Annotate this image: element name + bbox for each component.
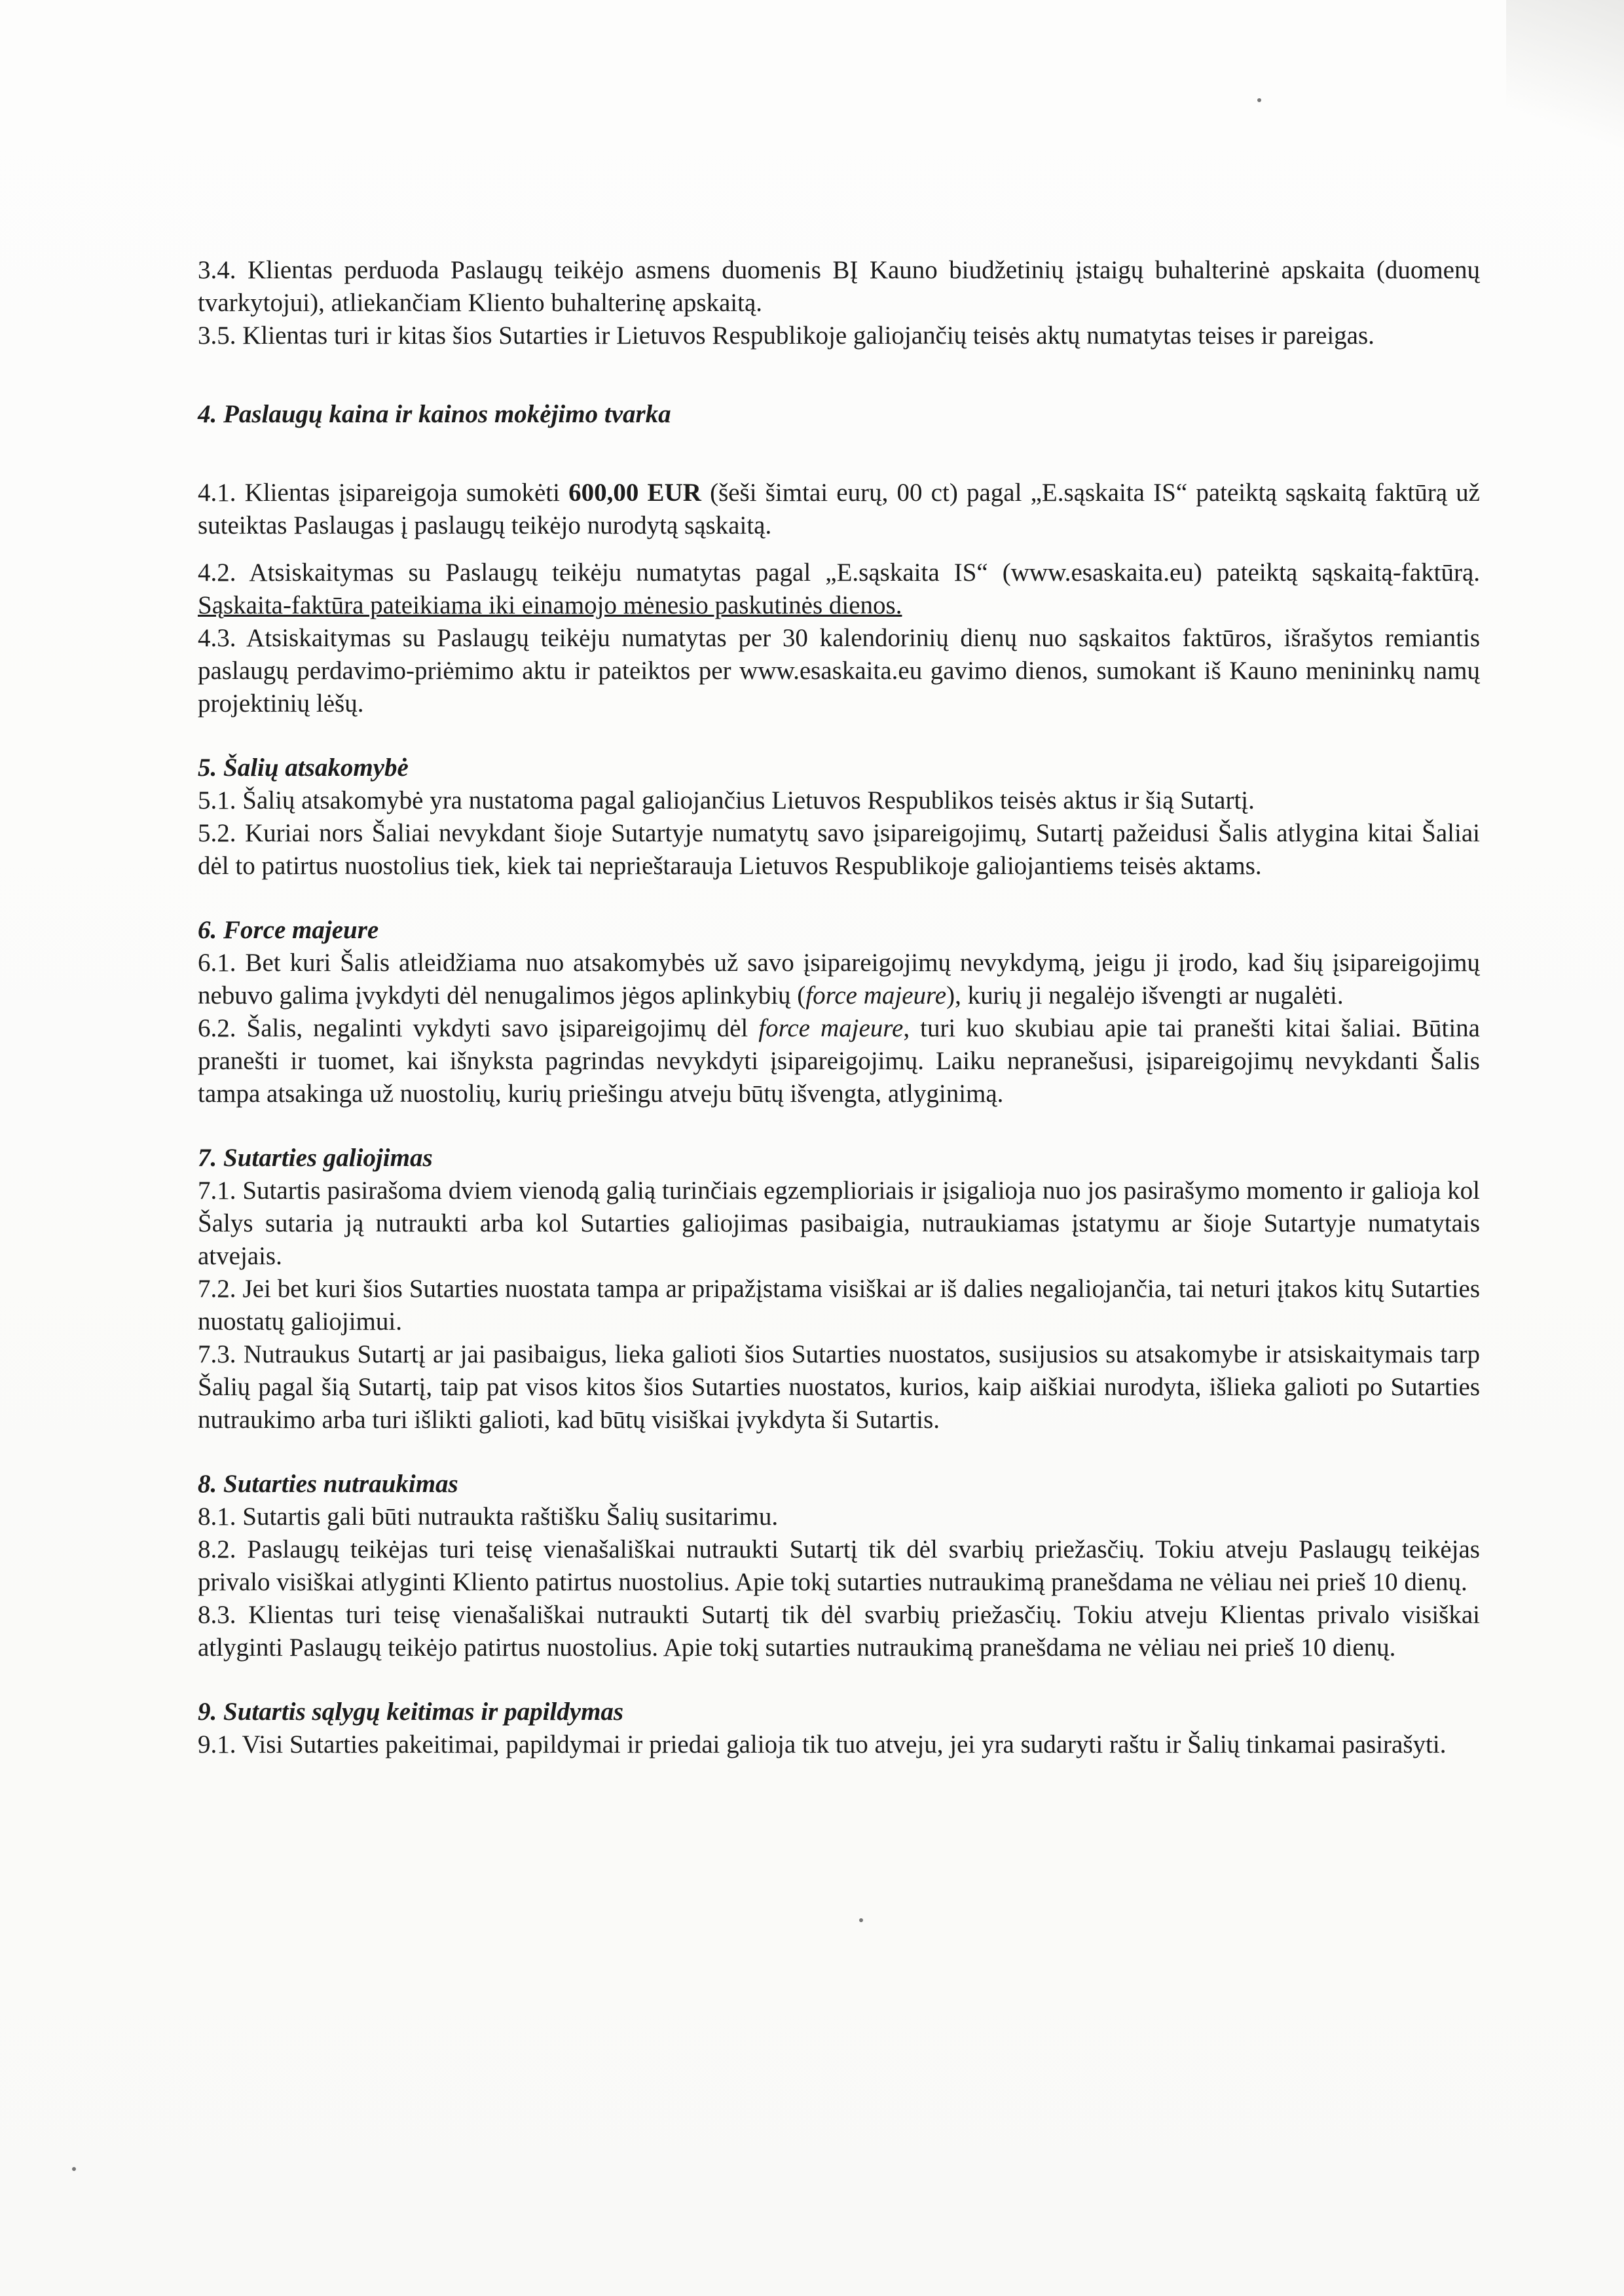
section-heading-6: 6. Force majeure — [198, 916, 379, 944]
clause-7-2: 7.2. Jei bet kuri šios Sutarties nuostata tampa ar pripažįstama visiškai ar iš dalies negaliojančia, tai neturi įtakos kitų Sutarties nuostatų galiojimui. — [198, 1275, 1480, 1336]
section-heading-9: 9. Sutartis sąlygų keitimas ir papildymas — [198, 1698, 624, 1726]
clause-8-1: 8.1. Sutartis gali būti nutraukta raštišku Šalių susitarimu. — [198, 1503, 779, 1531]
clause-4-2: 4.2. Atsiskaitymas su Paslaugų teikėju numatytas pagal „E.sąskaita IS“ (www.esaskaita.eu) pateiktą sąskaitą-faktūrą. Sąskaita-faktūra pateikiama iki einamojo mėnesio paskutinės dienos. — [198, 558, 1480, 619]
clause-6-2: 6.2. Šalis, negalinti vykdyti savo įsipareigojimų dėl force majeure, turi kuo skubiau apie tai pranešti kitai šaliai. Būtina pranešti ir tuomet, kai išnyksta pagrindas nevykdyti įsipareigojimų. Laiku nepranešusi, įsipareigojimų nevykdanti Šalis tampa atsakinga už nuostolių, kurių priešingu atveju būtų išvengta, atlyginimą. — [198, 1014, 1480, 1108]
section-heading-5: 5. Šalių atsakomybė — [198, 754, 409, 782]
scan-speck — [1257, 98, 1261, 102]
clause-9-1: 9.1. Visi Sutarties pakeitimai, papildymai ir priedai galioja tik tuo atveju, jei yra sudaryti raštu ir Šalių tinkamai pasirašyti. — [198, 1730, 1447, 1758]
section-heading-4: 4. Paslaugų kaina ir kainos mokėjimo tvarka — [198, 400, 671, 428]
clause-5-1: 5.1. Šalių atsakomybė yra nustatoma pagal galiojančius Lietuvos Respublikos teisės aktus ir šią Sutartį. — [198, 786, 1255, 814]
scan-speck — [859, 1918, 863, 1922]
section-heading-7: 7. Sutarties galiojimas — [198, 1144, 433, 1172]
invoice-deadline-note: Sąskaita-faktūra pateikiama iki einamojo mėnesio paskutinės dienos. — [198, 591, 902, 619]
clause-4-3: 4.3. Atsiskaitymas su Paslaugų teikėju numatytas per 30 kalendorinių dienų nuo sąskaitos faktūros, išrašytos remiantis paslaugų perdavimo-priėmimo aktu ir pateiktos per www.esaskaita.eu gavimo dienos, sumokant iš Kauno menininkų namų projektinių lėšų. — [198, 624, 1480, 718]
clause-6-1: 6.1. Bet kuri Šalis atleidžiama nuo atsakomybės už savo įsipareigojimų nevykdymą, jeigu ji įrodo, kad šių įsipareigojimų nebuvo galima įvykdyti dėl nenugalimos jėgos aplinkybių (force majeure), kurių ji negalėjo išvengti ar nugalėti. — [198, 949, 1480, 1010]
section-heading-8: 8. Sutarties nutraukimas — [198, 1470, 458, 1498]
clause-3-4: 3.4. Klientas perduoda Paslaugų teikėjo asmens duomenis BĮ Kauno biudžetinių įstaigų buhalterinė apskaita (duomenų tvarkytojui), atliekančiam Kliento buhalterinę apskaitą. — [198, 256, 1480, 317]
clause-4-1: 4.1. Klientas įsipareigoja sumokėti 600,00 EUR (šeši šimtai eurų, 00 ct) pagal „E.sąskaita IS“ pateiktą sąskaitą faktūrą už suteiktas Paslaugas į paslaugų teikėjo nurodytą sąskaitą. — [198, 479, 1480, 539]
price-amount: 600,00 EUR — [568, 479, 701, 507]
clause-7-1: 7.1. Sutartis pasirašoma dviem vienodą galią turinčiais egzemplioriais ir įsigalioja nuo jos pasirašymo momento ir galioja kol Šalys sutaria ją nutraukti arba kol Sutarties galiojimas pasibaigia, nutraukiamas įstatymu ar šioje Sutartyje numatytais atvejais. — [198, 1176, 1480, 1270]
scan-speck — [72, 2167, 76, 2171]
clause-8-2: 8.2. Paslaugų teikėjas turi teisę vienašališkai nutraukti Sutartį tik dėl svarbių priežasčių. Tokiu atveju Paslaugų teikėjas privalo visiškai atlyginti Kliento patirtus nuostolius. Apie tokį sutarties nutraukimą pranešdama ne vėliau nei prieš 10 dienų. — [198, 1535, 1480, 1596]
scan-corner-shadow — [1506, 0, 1624, 170]
clause-5-2: 5.2. Kuriai nors Šaliai nevykdant šioje Sutartyje numatytų savo įsipareigojimų, Sutartį pažeidusi Šalis atlygina kitai Šaliai dėl to patirtus nuostolius tiek, kiek tai neprieštarauja Lietuvos Respublikoje galiojantiems teisės aktams. — [198, 819, 1480, 880]
clause-7-3: 7.3. Nutraukus Sutartį ar jai pasibaigus, lieka galioti šios Sutarties nuostatos, susijusios su atsakomybe ir atsiskaitymais tarp Šalių pagal šią Sutartį, taip pat visos kitos šios Sutarties nuostatos, kurios, kaip aiškiai nurodyta, išlieka galioti po Sutarties nutraukimo arba turi išlikti galioti, kad būtų visiškai įvykdyta ši Sutartis. — [198, 1340, 1480, 1434]
document-body — [198, 254, 1480, 1761]
clause-8-3: 8.3. Klientas turi teisę vienašališkai nutraukti Sutartį tik dėl svarbių priežasčių. Tokiu atveju Klientas privalo visiškai atlyginti Paslaugų teikėjo patirtus nuostolius. Apie tokį sutarties nutraukimą pranešdama ne vėliau nei prieš 10 dienų. — [198, 1601, 1480, 1662]
clause-3-5: 3.5. Klientas turi ir kitas šios Sutarties ir Lietuvos Respublikoje galiojančių teisės aktų numatytas teises ir pareigas. — [198, 321, 1375, 350]
